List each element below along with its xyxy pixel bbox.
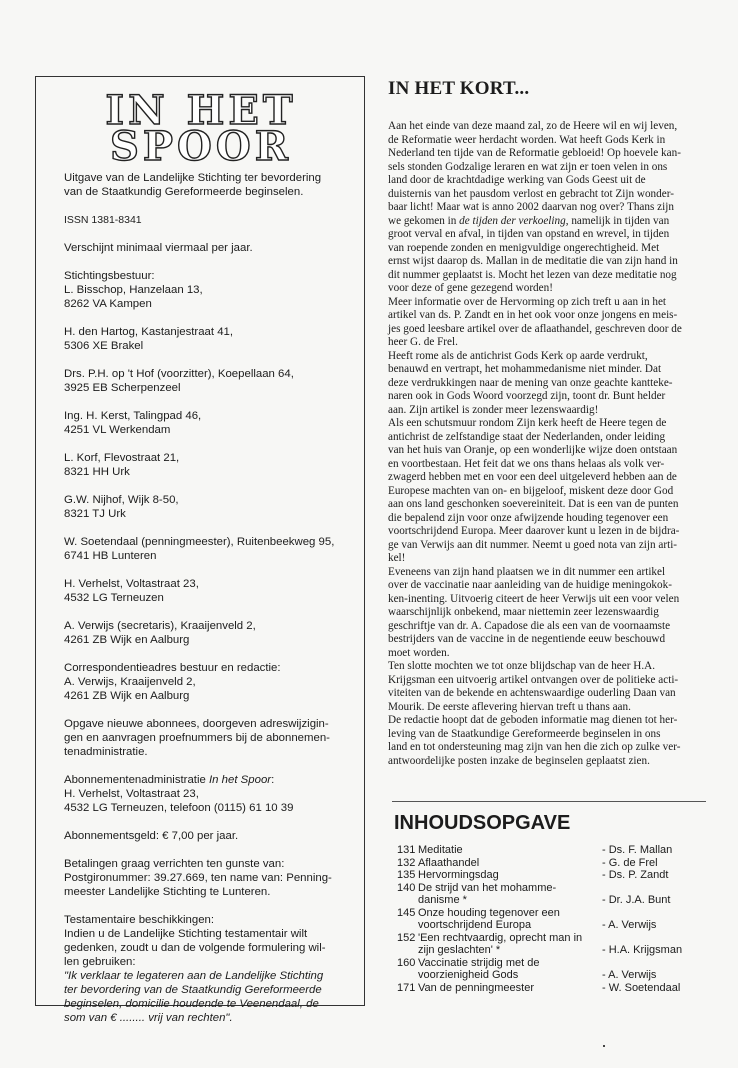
- board-member-line: L. Bisschop, Hanzelaan 13,: [64, 284, 203, 296]
- toc-title-text: Vaccinatie strijdig met de voorzienigheid Gods: [418, 956, 540, 981]
- kort-line: die bepalend zijn voor onze afwijzende houding tegenover een: [388, 511, 669, 524]
- kort-line: over de vaccinatie naar aanleiding van de huidige meningokok-: [388, 579, 672, 591]
- kort-line: viteiten van de bekende en achtenswaardige ouderling Daan van: [388, 687, 676, 699]
- kort-line: sels stonden Godzalige leraren en wat zijn er toen velen in ons: [388, 160, 668, 173]
- kort-line: en voortbestaan. Het feit dat we ons thans helaas als volk ver-: [388, 457, 665, 470]
- section-divider: [392, 801, 706, 802]
- toc-title: INHOUDSOPGAVE: [394, 812, 571, 834]
- kort-line: ge van Verwijs aan dit nummer. Neemt u goed nota van zijn arti-: [388, 538, 678, 551]
- kort-line: duisternis van het pausdom verlost en gebracht tot Zijn wonder-: [388, 187, 674, 200]
- opgave-line: Opgave nieuwe abonnees, doorgeven adreswijzigin-: [64, 718, 329, 730]
- toc-author: - A. Verwijs: [602, 969, 657, 981]
- board-heading: Stichtingsbestuur:: [64, 270, 155, 282]
- kort-line: moet worden.: [388, 646, 450, 659]
- correspondence-line: A. Verwijs, Kraaijenveld 2,: [64, 676, 196, 688]
- in-het-kort-section: [388, 78, 708, 768]
- toc-title-text: Aflaathandel: [418, 856, 480, 869]
- kort-line: Als een schutsmuur rondom Zijn kerk heeft de Heere tegen de: [388, 417, 667, 429]
- abo-line: 4532 LG Terneuzen, telefoon (0115) 61 10 39: [64, 802, 294, 814]
- board-member-line: 4532 LG Terneuzen: [64, 592, 164, 604]
- kort-line: land door de krachtdadige werking van Gods Geest uit de: [388, 174, 646, 186]
- kort-line: voortschrijdend Europa. Meer daarover kunt u lezen in de bijdra-: [388, 525, 680, 537]
- kort-line: Krijgsman een uitvoerig artikel ontvangen over de politieke acti-: [388, 673, 679, 686]
- kort-line: heer G. de Frel.: [388, 336, 458, 348]
- kort-line: we gekomen in de tijden der verkoeling, namelijk in tijden van: [388, 214, 670, 227]
- toc-page: 140: [397, 881, 416, 894]
- toc-page: 145: [397, 906, 416, 919]
- toc-row: [397, 882, 707, 907]
- toc-page: 152: [397, 931, 416, 944]
- kort-line: waarschijnlijk onbekend, maar niettemin zeer lezenswaardig: [388, 606, 659, 618]
- kort-line: jes goed leesbare artikel over de aflaathandel, geschreven door de: [388, 322, 682, 335]
- kort-line: dit nummer geplaatst is. Mocht het lezen van deze meditatie nog: [388, 268, 677, 281]
- kort-line: Mourik. De eerste aflevering hiervan treft u thans aan.: [388, 700, 631, 713]
- board-member-line: 6741 HB Lunteren: [64, 550, 157, 562]
- abo-heading: [64, 773, 338, 787]
- kort-line: zwagerd hebben met en voor een deel uitgeleverd hebben aan de: [388, 471, 677, 483]
- kort-body: [388, 120, 708, 768]
- kort-line: aan ons land geschonken soevereiniteit. Dat is een van de punten: [388, 498, 679, 510]
- kort-line: voor deze of gene gezegend worden!: [388, 282, 553, 294]
- board-member-line: W. Soetendaal (penningmeester), Ruitenbeekweg 95,: [64, 536, 335, 548]
- toc-author: - Ds. F. Mallan: [602, 844, 673, 856]
- testament-quote: beginselen, domicilie houdende te Veenendaal, de: [64, 998, 319, 1010]
- frequency: Verschijnt minimaal viermaal per jaar.: [64, 242, 253, 254]
- kort-line: Heeft rome als de antichrist Gods Kerk op aarde verdrukt,: [388, 349, 648, 362]
- testament-quote: som van € ........ vrij van rechten".: [64, 1012, 233, 1024]
- issn: ISSN 1381-8341: [64, 214, 142, 226]
- toc-title-text: Hervormingsdag: [418, 869, 499, 881]
- kort-line: geschriftje van dr. A. Capadose die als een van de voornaamste: [388, 619, 671, 632]
- board-member-line: A. Verwijs (secretaris), Kraaijenveld 2,: [64, 620, 256, 632]
- board-member-line: Drs. P.H. op 't Hof (voorzitter), Koepellaan 64,: [64, 368, 294, 380]
- payment-heading: Betalingen graag verrichten ten gunste van:: [64, 858, 285, 870]
- testament-line: Indien u de Landelijke Stichting testamentair wilt: [64, 928, 308, 940]
- kort-line: Aan het einde van deze maand zal, zo de Heere wil en wij leven,: [388, 120, 678, 132]
- correspondence-line: 4261 ZB Wijk en Aalburg: [64, 690, 190, 702]
- board-member-line: G.W. Nijhof, Wijk 8-50,: [64, 494, 179, 506]
- colophon-box: [35, 76, 365, 1024]
- in-het-spoor-logo: [64, 87, 338, 170]
- toc-row: [397, 982, 707, 995]
- toc-page: 135: [397, 869, 416, 881]
- toc-title-text: De strijd van het mohamme- danisme *: [418, 881, 557, 906]
- kort-line: antwoordelijke posten inzake de beginselen geplaatst zien.: [388, 754, 650, 767]
- kort-line: van roepende zonden en menigvuldige ongerechtigheid. Met: [388, 241, 660, 254]
- opgave-line: tenadministratie.: [64, 746, 148, 758]
- kort-line: Europese machten van on- en bijgeloof, miskent deze door God: [388, 484, 674, 497]
- board-member-line: H. Verhelst, Voltastraat 23,: [64, 578, 199, 590]
- kort-line: Nederland ten tijde van de Reformatie gebloeid! Op hoevele kan-: [388, 147, 681, 159]
- toc-author: - G. de Frel: [602, 856, 658, 869]
- toc-title-text: Van de penningmeester: [418, 981, 534, 994]
- toc-title-text: Meditatie: [418, 844, 463, 856]
- toc-row: [397, 932, 707, 957]
- abo-line: H. Verhelst, Voltastraat 23,: [64, 788, 199, 800]
- kort-line: de Reformatie weer herdacht worden. Wat heeft Gods Kerk in: [388, 133, 666, 146]
- board-member-line: 4261 ZB Wijk en Aalburg: [64, 634, 190, 646]
- testament-quote: ter bevordering van de Staatkundig Gereformeerde: [64, 984, 322, 996]
- kort-line: van het huis van Oranje, op een wonderlijke wijze doen ontstaan: [388, 444, 678, 456]
- toc-page: 132: [397, 856, 416, 869]
- board-member-line: 4251 VL Werkendam: [64, 424, 171, 436]
- toc-title-text: 'Een rechtvaardig, oprecht man in zijn geslachten' *: [418, 931, 583, 956]
- testament-line: len gebruiken:: [64, 956, 136, 968]
- payment-line: Postgironummer: 39.27.669, ten name van: Penning-: [64, 872, 332, 884]
- kort-line: Eveneens van zijn hand plaatsen we in dit nummer een artikel: [388, 565, 666, 578]
- kort-line: antichrist de zelfstandige staat der Nederlanden, onder leiding: [388, 430, 666, 443]
- toc-row: [397, 844, 707, 857]
- toc-author: - H.A. Krijgsman: [602, 944, 683, 956]
- toc-page: 171: [397, 981, 416, 994]
- kort-line: naren ook in Gods Woord voorzegd zijn, toont dr. Bunt helder: [388, 390, 666, 402]
- board-list: [64, 283, 338, 661]
- testament-line: gedenken, zoudt u dan de volgende formulering wil-: [64, 942, 326, 954]
- toc-author: - W. Soetendaal: [602, 981, 681, 994]
- page-speck: [603, 1045, 605, 1047]
- abo-heading-italic: In het Spoor: [209, 774, 272, 786]
- logo-line-1: IN HET: [105, 87, 297, 134]
- table-of-contents: [397, 844, 707, 994]
- board-member-line: 5306 XE Brakel: [64, 340, 144, 352]
- toc-title-text: Onze houding tegenover een voortschrijdend Europa: [418, 906, 560, 931]
- opgave-line: gen en aanvragen proefnummers bij de abonnemen-: [64, 732, 330, 744]
- abo-heading-text: Abonnementenadministratie: [64, 774, 210, 786]
- kort-line: deze verdrukkingen naar de mening van onze geachte kanttеke-: [388, 376, 673, 389]
- toc-row: [397, 907, 707, 932]
- kort-line: baar licht! Maar wat is anno 2002 daarvan nog over? Thans zijn: [388, 201, 674, 213]
- kort-line: benauwd en vertrapt, het mohammedanisme niet minder. Dat: [388, 363, 662, 375]
- toc-page: 160: [397, 956, 416, 969]
- board-member-line: Ing. H. Kerst, Talingpad 46,: [64, 410, 202, 422]
- board-member-line: 8262 VA Kampen: [64, 298, 152, 310]
- kort-line: Meer informatie over de Hervorming op zich treft u aan in het: [388, 295, 667, 308]
- kort-line: kel!: [388, 552, 406, 564]
- toc-author: - Dr. J.A. Bunt: [602, 894, 671, 906]
- toc-row: [397, 869, 707, 882]
- board-member-line: 3925 EB Scherpenzeel: [64, 382, 181, 394]
- publisher-text: Uitgave van de Landelijke Stichting ter bevordering van de Staatkundig Gereformeerde beginselen.: [64, 172, 322, 198]
- kort-title: IN HET KORT...: [388, 78, 530, 99]
- correspondence-heading: Correspondentieadres bestuur en redactie:: [64, 662, 281, 674]
- testament-heading: Testamentaire beschikkingen:: [64, 914, 215, 926]
- toc-row: [397, 957, 707, 982]
- kort-line: artikel van ds. P. Zandt en in het ook voor onze jongens en meis-: [388, 309, 678, 321]
- toc-author: - A. Verwijs: [602, 919, 657, 931]
- kort-line: leving van de Staatkundige Gereformeerde beginselen in ons: [388, 727, 661, 740]
- subscription-fee: Abonnementsgeld: € 7,00 per jaar.: [64, 830, 239, 842]
- board-member-line: H. den Hartog, Kastanjestraat 41,: [64, 326, 234, 338]
- kort-line: aan. Zijn artikel is zonder meer lezenswaardig!: [388, 403, 599, 416]
- toc-author: - Ds. P. Zandt: [602, 869, 669, 881]
- kort-line: ernst wijst daarop ds. Mallan in de meditatie die van zijn hand in: [388, 255, 678, 267]
- kort-line: ken-inenting. Uitvoerig citeert de heer Verwijs uit een voor velen: [388, 592, 680, 605]
- board-member-line: L. Korf, Flevostraat 21,: [64, 452, 180, 464]
- board-member-line: 8321 TJ Urk: [64, 508, 126, 520]
- toc-row: [397, 857, 707, 870]
- kort-line: bestrijders van de vaccine in de negentiende eeuw beschouwd: [388, 633, 666, 645]
- logo-line-2: SPOOR: [110, 123, 292, 170]
- payment-line: meester Landelijke Stichting te Lunteren.: [64, 886, 271, 898]
- abo-heading-colon: :: [271, 774, 275, 786]
- kort-line: land en tot ondersteuning mag zijn van hen die zich op zulke ver-: [388, 741, 681, 753]
- kort-line: Ten slotte mochten we tot onze blijdschap van de heer H.A.: [388, 660, 656, 672]
- testament-quote: "Ik verklaar te legateren aan de Landelijke Stichting: [64, 970, 324, 982]
- kort-line: De redactie hoopt dat de geboden informatie mag dienen tot her-: [388, 714, 678, 726]
- toc-page: 131: [397, 844, 416, 856]
- board-member-line: 8321 HH Urk: [64, 466, 130, 478]
- kort-line: groot verval en afval, in tijden van opstand en wrevel, in tijden: [388, 228, 670, 240]
